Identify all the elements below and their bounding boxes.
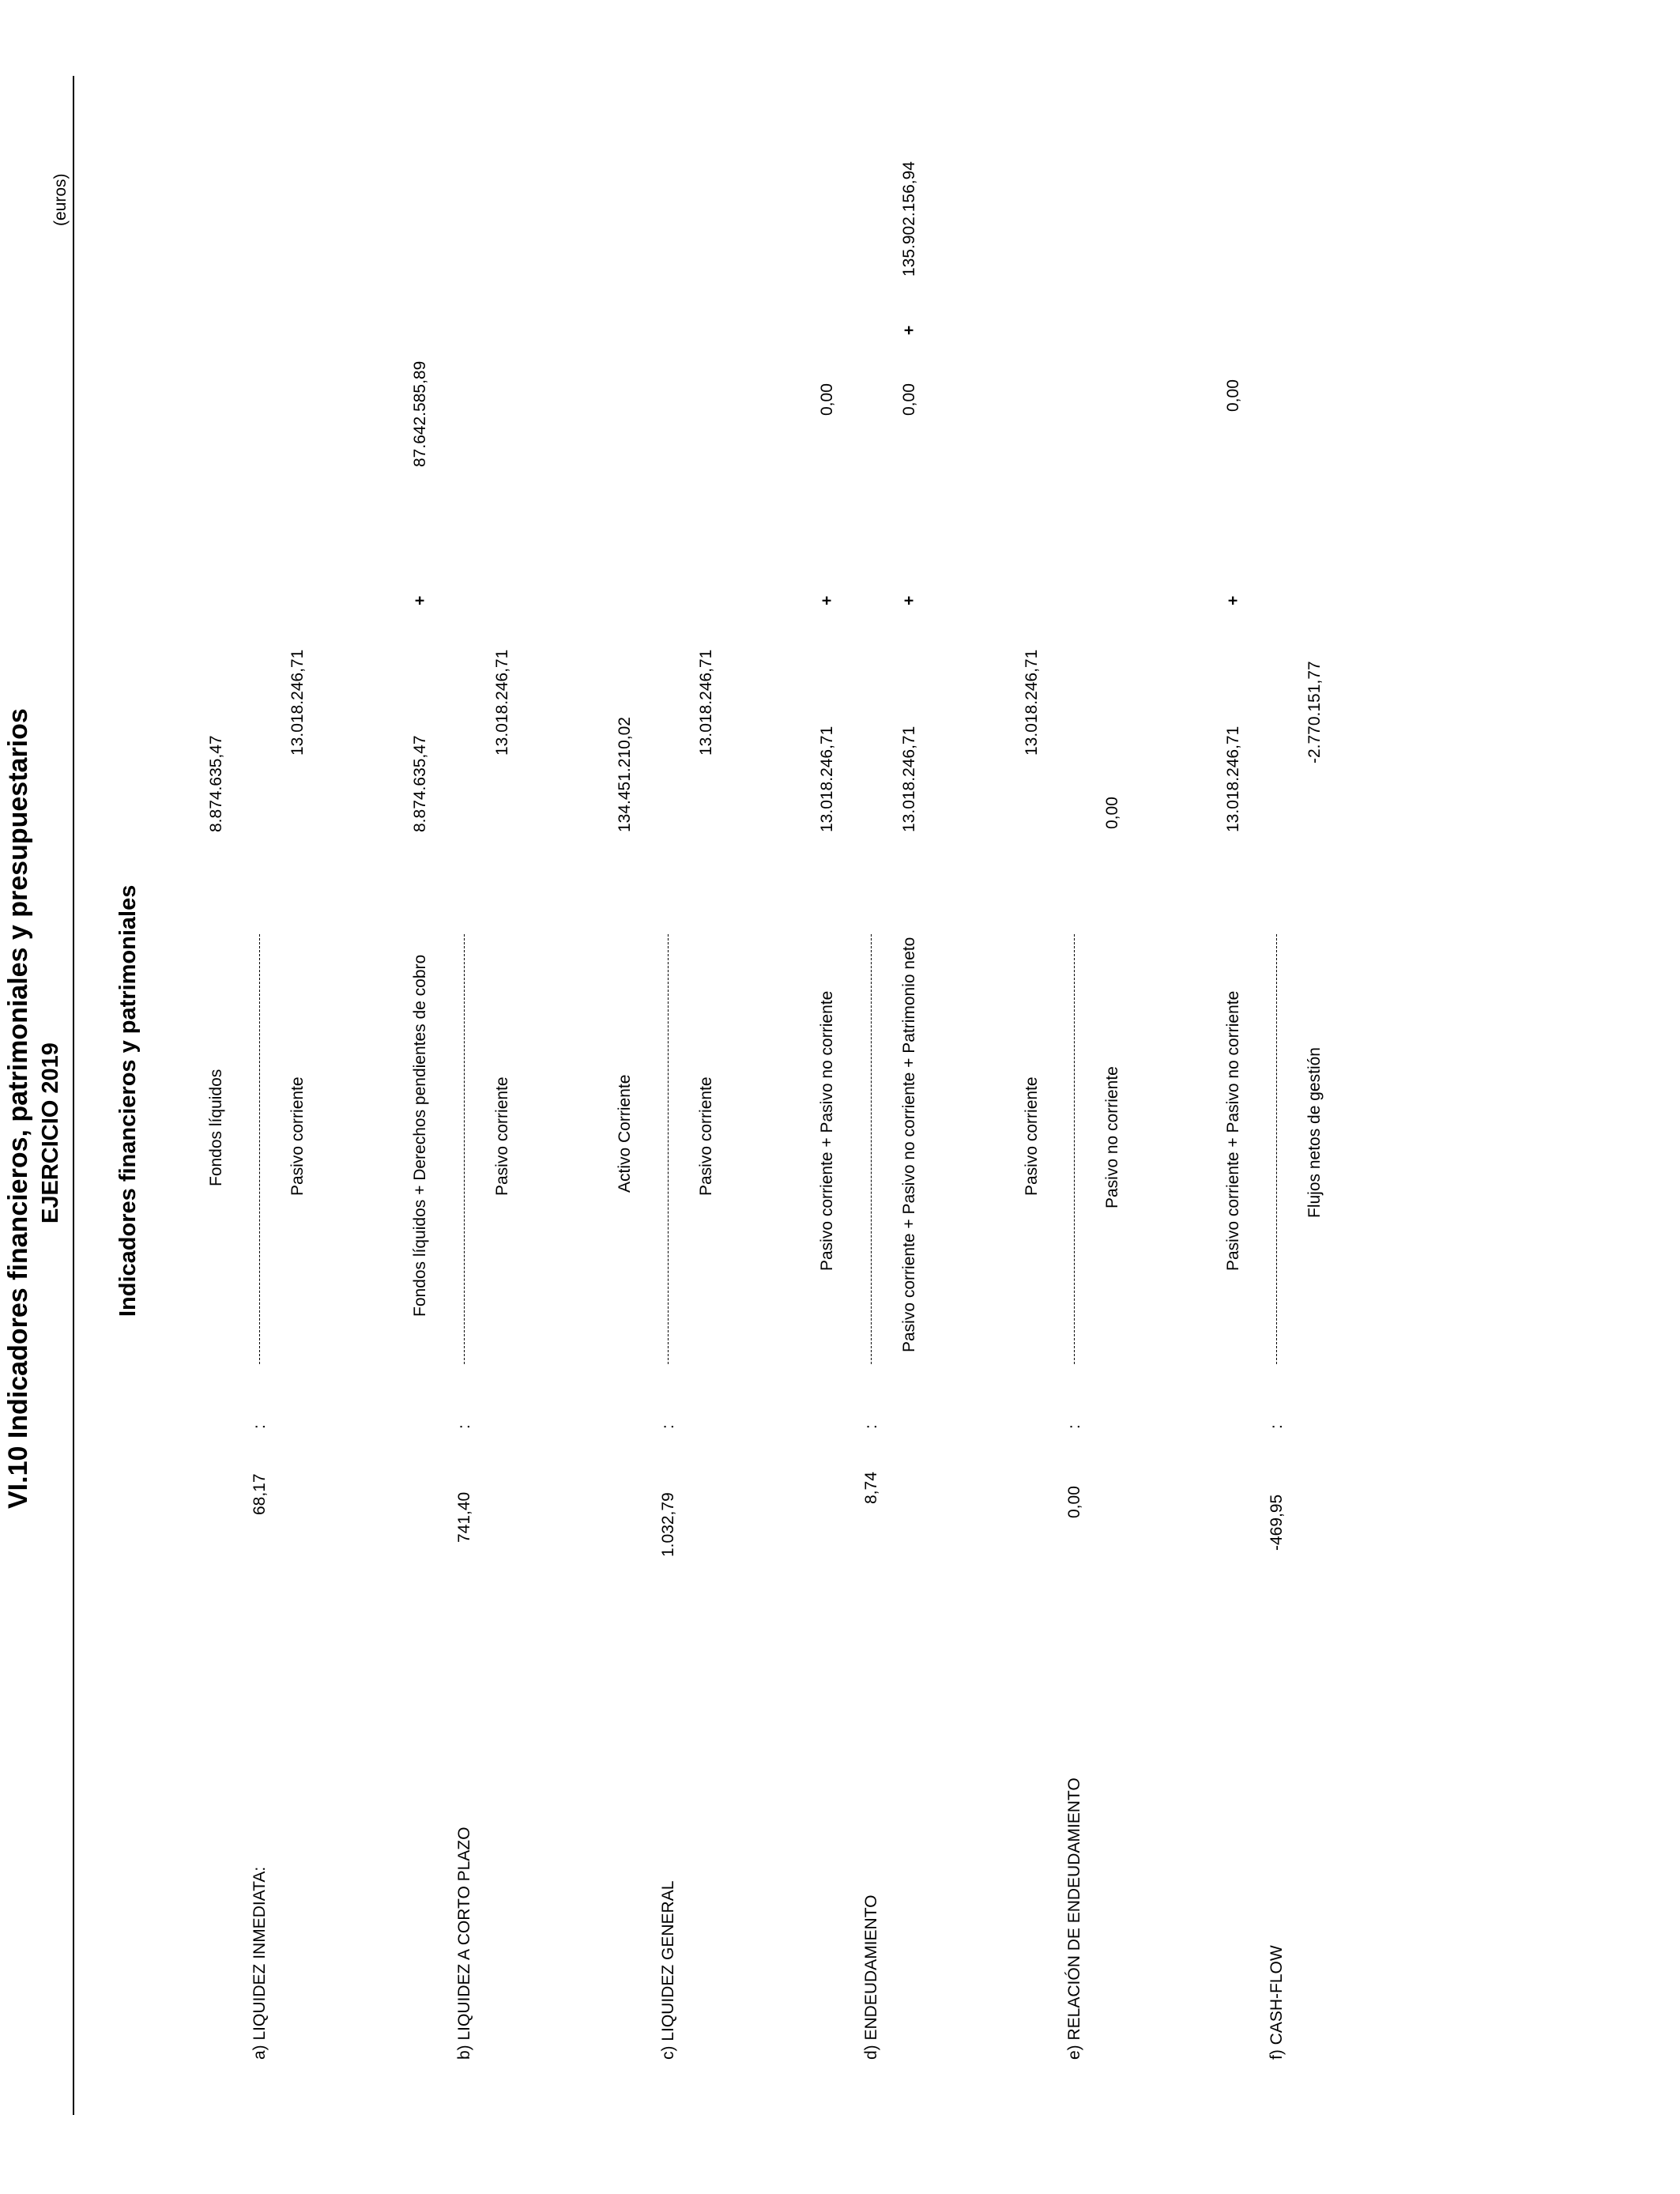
numerator-label: Pasivo corriente + Pasivo no corriente bbox=[818, 990, 836, 1271]
indicator-value: 1.032,79 bbox=[659, 1492, 677, 1557]
section-title: Indicadores financieros y patrimoniales bbox=[115, 884, 141, 1317]
colon: : bbox=[250, 1424, 269, 1429]
numerator-amount: 0,00 bbox=[1224, 379, 1242, 412]
plus-sign: + bbox=[411, 595, 429, 605]
numerator-amount: 13.018.246,71 bbox=[818, 726, 836, 832]
denominator-label: Pasivo corriente bbox=[493, 1076, 511, 1196]
indicator-label: b) LIQUIDEZ A CORTO PLAZO bbox=[455, 1826, 473, 2060]
denominator-amount: -2.770.151,77 bbox=[1305, 661, 1324, 763]
plus-sign: + bbox=[1224, 595, 1242, 605]
numerator-amount: 8.874.635,47 bbox=[411, 735, 429, 832]
numerator-label: Fondos líquidos bbox=[207, 1069, 225, 1186]
denominator-amount: 0,00 bbox=[900, 383, 918, 416]
denominator-amount: 13.018.246,71 bbox=[493, 649, 511, 756]
indicator-value: 741,40 bbox=[455, 1491, 473, 1543]
fraction-line bbox=[1074, 934, 1075, 1364]
indicator-label: f) CASH-FLOW bbox=[1268, 1945, 1286, 2060]
indicator-value: -469,95 bbox=[1268, 1494, 1286, 1551]
indicator-label: e) RELACIÓN DE ENDEUDAMIENTO bbox=[1065, 1777, 1083, 2060]
denominator-amount: 13.018.246,71 bbox=[900, 726, 918, 832]
numerator-label: Activo Corriente bbox=[616, 1074, 634, 1193]
fraction-line bbox=[259, 934, 260, 1364]
denominator-label: Pasivo corriente bbox=[697, 1076, 715, 1196]
plus-sign: + bbox=[900, 325, 918, 335]
colon: : bbox=[1268, 1424, 1286, 1429]
plus-sign: + bbox=[818, 595, 836, 605]
fiscal-year: EJERCICIO 2019 bbox=[38, 1042, 63, 1223]
numerator-label: Fondos líquidos + Derechos pendientes de cobro bbox=[411, 954, 429, 1317]
numerator-label: Pasivo corriente + Pasivo no corriente bbox=[1224, 990, 1242, 1271]
numerator-amount: 13.018.246,71 bbox=[1224, 726, 1242, 832]
indicator-value: 0,00 bbox=[1065, 1486, 1083, 1518]
denominator-label: Pasivo corriente + Pasivo no corriente + Patrimonio neto bbox=[900, 937, 918, 1352]
colon: : bbox=[1065, 1424, 1083, 1429]
denominator-label: Pasivo no corriente bbox=[1103, 1066, 1121, 1208]
numerator-amount: 0,00 bbox=[818, 383, 836, 416]
denominator-label: Pasivo corriente bbox=[288, 1076, 307, 1196]
plus-sign: + bbox=[900, 595, 918, 605]
page-title: VI.10 Indicadores financieros, patrimoniales y presupuestarios bbox=[3, 708, 33, 1509]
units-label: (euros) bbox=[51, 173, 70, 226]
denominator-amount: 135.902.156,94 bbox=[900, 161, 918, 277]
indicator-value: 8,74 bbox=[862, 1472, 880, 1504]
fraction-line bbox=[871, 934, 872, 1364]
colon: : bbox=[659, 1424, 677, 1429]
denominator-label: Flujos netos de gestión bbox=[1305, 1047, 1324, 1218]
numerator-amount: 8.874.635,47 bbox=[207, 735, 225, 832]
fraction-line bbox=[668, 934, 669, 1364]
denominator-amount: 0,00 bbox=[1103, 797, 1121, 829]
colon: : bbox=[455, 1424, 473, 1429]
numerator-amount: 13.018.246,71 bbox=[1023, 649, 1041, 756]
numerator-amount: 87.642.585,89 bbox=[411, 360, 429, 467]
indicator-label: c) LIQUIDEZ GENERAL bbox=[659, 1880, 677, 2060]
numerator-label: Pasivo corriente bbox=[1023, 1076, 1041, 1196]
numerator-amount: 134.451.210,02 bbox=[616, 717, 634, 832]
fraction-line bbox=[1276, 934, 1277, 1364]
colon: : bbox=[862, 1424, 880, 1429]
denominator-amount: 13.018.246,71 bbox=[288, 649, 307, 756]
header-rule bbox=[73, 76, 74, 2115]
indicator-value: 68,17 bbox=[250, 1473, 269, 1515]
fraction-line bbox=[464, 934, 465, 1364]
indicator-label: a) LIQUIDEZ INMEDIATA: bbox=[250, 1866, 269, 2060]
denominator-amount: 13.018.246,71 bbox=[697, 649, 715, 756]
indicator-label: d) ENDEUDAMIENTO bbox=[862, 1894, 880, 2060]
